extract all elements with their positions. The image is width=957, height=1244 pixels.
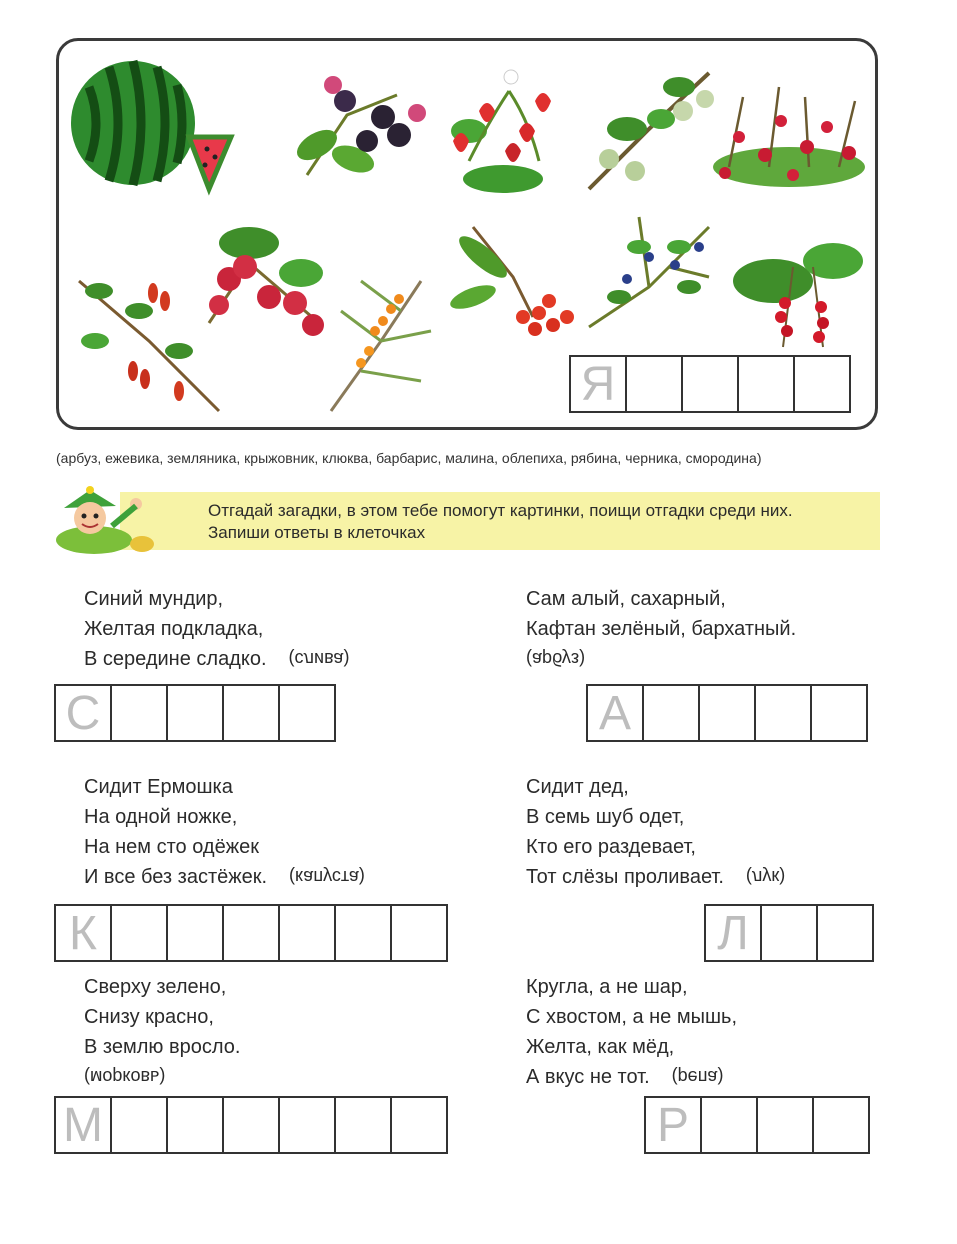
riddle-1-answer-grid: [54, 684, 336, 742]
answer-cell[interactable]: [625, 355, 683, 413]
instruction-banner: [120, 492, 880, 550]
riddle-6: [526, 972, 737, 1092]
watermelon-icon: [69, 57, 239, 197]
answer-cell[interactable]: [334, 1096, 392, 1154]
riddle-line: Сверху зелено,: [84, 976, 227, 998]
riddle-line: Снизу красно,: [84, 1006, 214, 1028]
instruction-line-1: Отгадай загадки, в этом тебе помогут картинки, поищи отгадки среди них.: [208, 501, 793, 520]
riddle-line: Сидит Ермошка: [84, 776, 233, 798]
riddle-3-answer-grid: [54, 904, 448, 962]
riddle-line: На нем сто одёжек: [84, 836, 259, 858]
riddle-line: Кто его раздевает,: [526, 836, 696, 858]
riddle-line: Желтая подкладка,: [84, 618, 264, 640]
sea-buckthorn-icon: [321, 261, 441, 421]
riddle-2: [526, 584, 796, 674]
cranberry-icon: [709, 77, 869, 197]
riddle-line: Синий мундир,: [84, 588, 224, 610]
riddle-line: Сам алый, сахарный,: [526, 588, 726, 610]
berries-caption: (арбуз, ежевика, земляника, крыжовник, клюква, барбарис, малина, облепиха, рябина, черника, смородина): [56, 450, 762, 466]
answer-cell[interactable]: [222, 684, 280, 742]
answer-cell[interactable]: [760, 904, 818, 962]
strawberry-icon: [439, 61, 569, 201]
riddle-4-answer-grid: [704, 904, 874, 962]
answer-cell[interactable]: [110, 1096, 168, 1154]
answer-cell[interactable]: [700, 1096, 758, 1154]
riddle-line: Кругла, а не шар,: [526, 976, 688, 998]
answer-cell[interactable]: [110, 684, 168, 742]
answer-cell[interactable]: [390, 904, 448, 962]
answer-cell[interactable]: [812, 1096, 870, 1154]
answer-cell-first-letter[interactable]: Л: [704, 904, 762, 962]
riddle-line: В середине сладко.: [84, 648, 267, 670]
riddle-line: На одной ножке,: [84, 806, 238, 828]
answer-cell-first-letter[interactable]: К: [54, 904, 112, 962]
riddle-line: Сидит дед,: [526, 776, 629, 798]
blueberry-icon: [579, 207, 719, 347]
answer-cell[interactable]: [681, 355, 739, 413]
riddle-hint: (капуста): [289, 867, 365, 887]
riddle-3: [84, 772, 365, 892]
riddle-5-answer-grid: [54, 1096, 448, 1154]
answer-cell[interactable]: [110, 904, 168, 962]
gooseberry-icon: [579, 59, 719, 199]
gnome-mascot-icon: [50, 486, 162, 558]
instruction-line-2: Запиши ответы в клеточках: [208, 523, 426, 542]
answer-cell-first-letter[interactable]: Р: [644, 1096, 702, 1154]
riddle-hint: (арбуз): [526, 649, 586, 669]
riddle-4: [526, 772, 785, 892]
answer-cell[interactable]: [222, 1096, 280, 1154]
riddle-line: А вкус не тот.: [526, 1066, 650, 1088]
answer-cell[interactable]: [334, 904, 392, 962]
rowan-icon: [443, 217, 583, 347]
answer-cell-first-letter[interactable]: А: [586, 684, 644, 742]
answer-cell[interactable]: [754, 684, 812, 742]
answer-cell[interactable]: [737, 355, 795, 413]
berries-picture-frame: [56, 38, 878, 430]
instruction-text: [208, 500, 793, 544]
answer-cell[interactable]: [166, 1096, 224, 1154]
riddle-line: Кафтан зелёный, бархатный.: [526, 618, 797, 640]
riddle-line: Тот слёзы проливает.: [526, 866, 724, 888]
answer-cell-first-letter[interactable]: Я: [569, 355, 627, 413]
riddle-line: В землю вросло.: [84, 1036, 241, 1058]
raspberry-icon: [189, 213, 339, 343]
answer-cell[interactable]: [222, 904, 280, 962]
riddle-line: С хвостом, а не мышь,: [526, 1006, 737, 1028]
answer-cell[interactable]: [390, 1096, 448, 1154]
riddle-hint: (репа): [671, 1067, 724, 1087]
riddle-hint: (лук): [745, 867, 786, 887]
answer-cell-first-letter[interactable]: С: [54, 684, 112, 742]
answer-cell[interactable]: [278, 904, 336, 962]
answer-cell[interactable]: [698, 684, 756, 742]
berry-answer-grid: [569, 355, 851, 413]
answer-cell[interactable]: [278, 684, 336, 742]
answer-cell[interactable]: [166, 904, 224, 962]
riddle-2-answer-grid: [586, 684, 868, 742]
answer-cell[interactable]: [810, 684, 868, 742]
answer-cell[interactable]: [756, 1096, 814, 1154]
riddle-line: Желта, как мёд,: [526, 1036, 675, 1058]
riddle-6-answer-grid: [644, 1096, 870, 1154]
answer-cell-first-letter[interactable]: М: [54, 1096, 112, 1154]
riddle-1: [84, 584, 349, 674]
riddle-hint: (морковь): [84, 1067, 166, 1087]
answer-cell[interactable]: [793, 355, 851, 413]
riddle-hint: (слива): [288, 649, 350, 669]
red-currant-icon: [723, 227, 873, 367]
answer-cell[interactable]: [278, 1096, 336, 1154]
answer-cell[interactable]: [816, 904, 874, 962]
riddle-5: [84, 972, 240, 1092]
answer-cell[interactable]: [166, 684, 224, 742]
riddle-line: И все без застёжек.: [84, 866, 268, 888]
riddle-line: В семь шуб одет,: [526, 806, 685, 828]
answer-cell[interactable]: [642, 684, 700, 742]
blackberry-icon: [287, 55, 447, 185]
